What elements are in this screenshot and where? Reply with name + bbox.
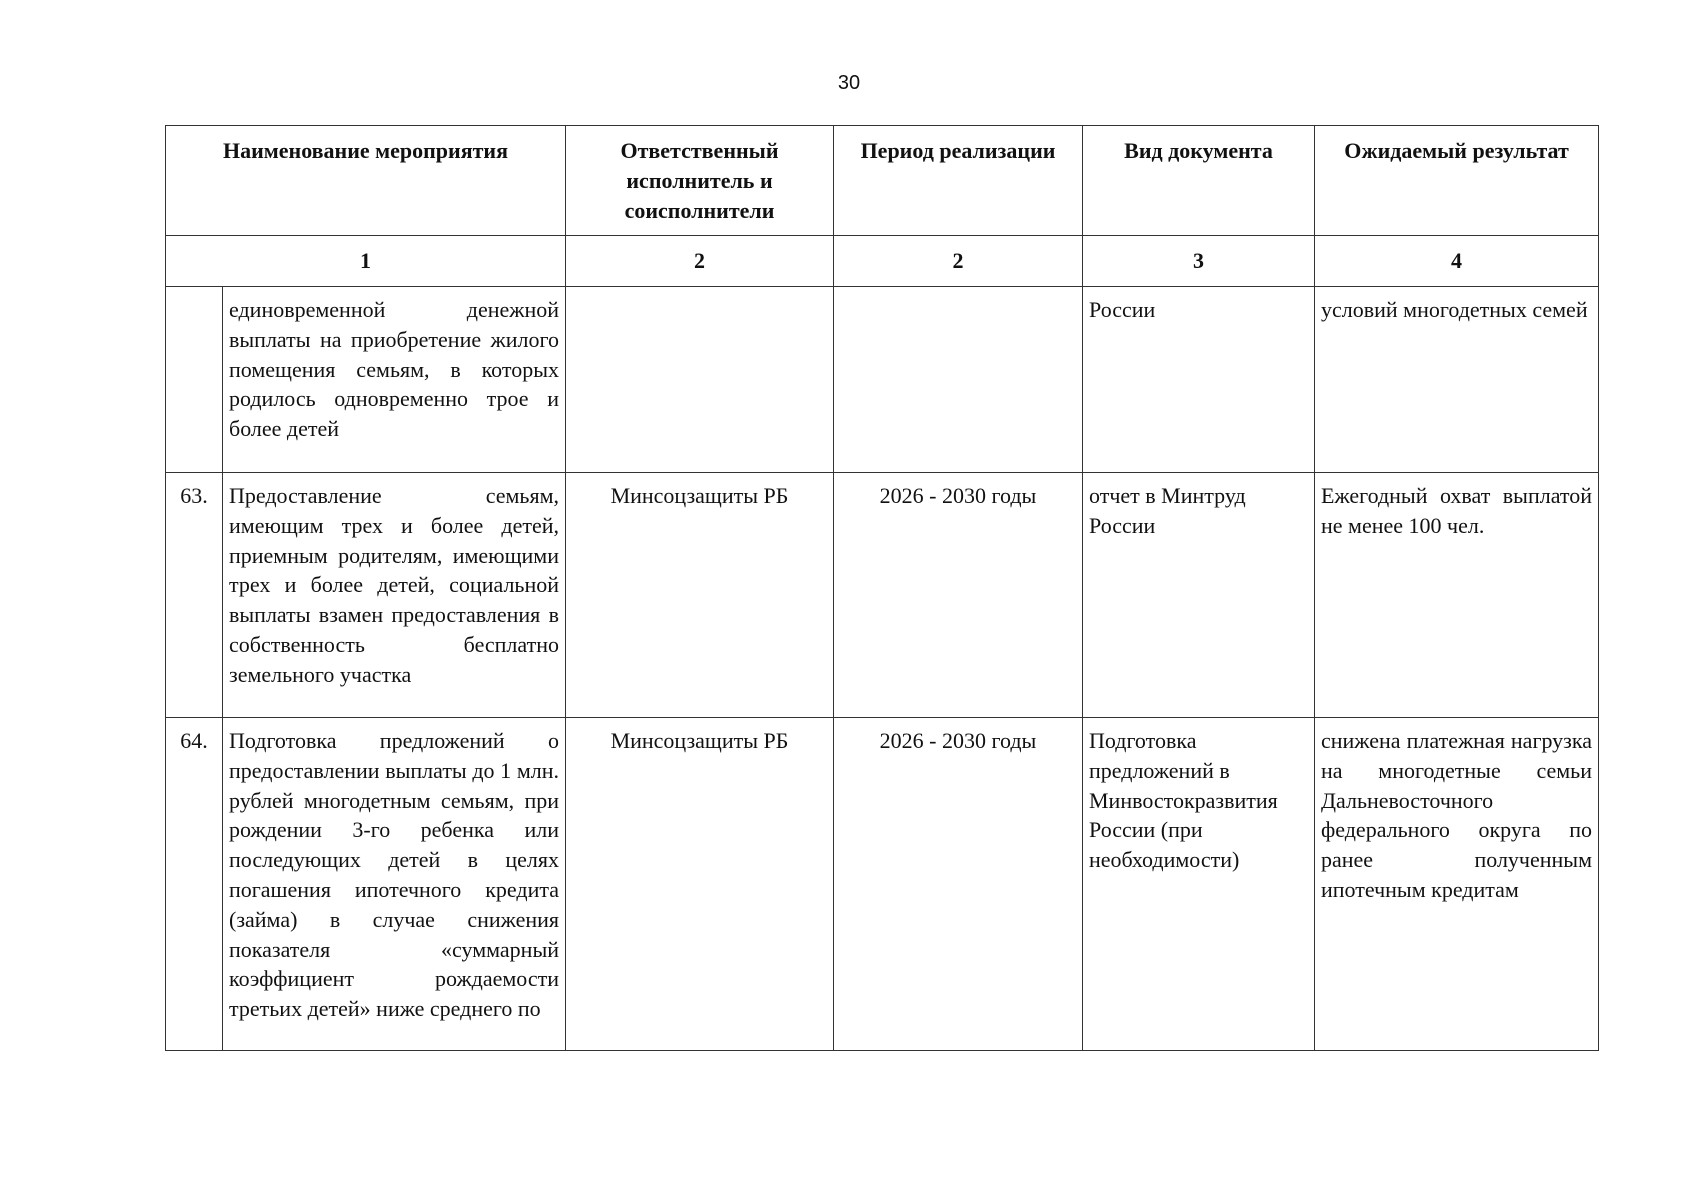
header-name: Наименование мероприятия	[166, 126, 566, 236]
header-row	[166, 126, 1599, 236]
expected-result: снижена платежная нагрузка на многодетные семьи Дальневосточного федерального округа по ранее полученным ипотечным кредитам	[1315, 718, 1599, 1051]
page-number: 30	[837, 72, 861, 94]
table-row	[166, 718, 1599, 1051]
period	[834, 287, 1083, 473]
responsible	[566, 287, 834, 473]
column-number: 2	[566, 236, 834, 287]
doc-type: Подготовка предложений в Минвостокразвития России (при необходимости)	[1083, 718, 1315, 1051]
period: 2026 - 2030 годы	[834, 718, 1083, 1051]
expected-result: Ежегодный охват выплатой не менее 100 чел.	[1315, 473, 1599, 718]
header-responsible: Ответственный исполнитель и соисполнители	[566, 126, 834, 236]
header-doc-type: Вид документа	[1083, 126, 1315, 236]
doc-type: России	[1083, 287, 1315, 473]
row-number: 63.	[166, 473, 223, 718]
responsible: Минсоцзащиты РБ	[566, 473, 834, 718]
measure-name: Подготовка предложений о предоставлении выплаты до 1 млн. рублей многодетным семьям, при рождении 3-го ребенка или последующих детей в целях погашения ипотечного кредита (займа) в случае снижения показателя «суммарный коэффициент рождаемости третьих детей» ниже среднего по	[223, 718, 566, 1051]
period: 2026 - 2030 годы	[834, 473, 1083, 718]
row-number	[166, 287, 223, 473]
responsible: Минсоцзащиты РБ	[566, 718, 834, 1051]
column-number: 2	[834, 236, 1083, 287]
column-number-row	[166, 236, 1599, 287]
header-period: Период реализации	[834, 126, 1083, 236]
header-result: Ожидаемый результат	[1315, 126, 1599, 236]
measures-table	[165, 125, 1599, 1051]
row-number: 64.	[166, 718, 223, 1051]
column-number: 4	[1315, 236, 1599, 287]
column-number: 3	[1083, 236, 1315, 287]
column-number: 1	[166, 236, 566, 287]
table-row	[166, 473, 1599, 718]
table-row	[166, 287, 1599, 473]
expected-result: условий многодетных семей	[1315, 287, 1599, 473]
measure-name: единовременной денежной выплаты на приобретение жилого помещения семьям, в которых родилось одновременно трое и более детей	[223, 287, 566, 473]
measure-name: Предоставление семьям, имеющим трех и более детей, приемным родителям, имеющими трех и более детей, социальной выплаты взамен предоставления в собственность бесплатно земельного участка	[223, 473, 566, 718]
doc-type: отчет в Минтруд России	[1083, 473, 1315, 718]
